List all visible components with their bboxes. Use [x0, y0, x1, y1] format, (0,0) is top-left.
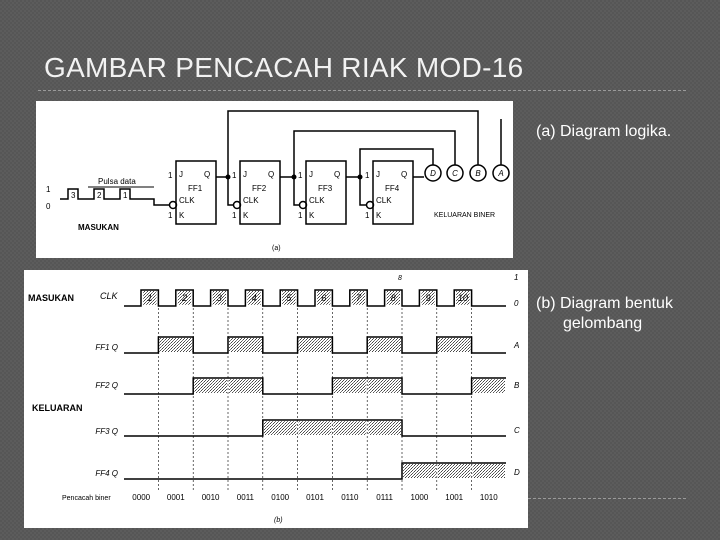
- right-row-b: B: [514, 381, 520, 390]
- ff2-j-tie: 1: [232, 171, 237, 180]
- right-row-a: A: [514, 341, 520, 350]
- count-value: 0100: [271, 493, 290, 502]
- ff3-high-shade: [299, 421, 332, 435]
- ff2-name: FF2: [252, 184, 267, 193]
- caption-b-line2: gelombang: [563, 315, 643, 332]
- ff4-high-shade: [403, 464, 436, 478]
- input-label: MASUKAN: [78, 223, 119, 232]
- clock-number-1: 1: [147, 293, 153, 303]
- ff1-k-tie: 1: [168, 211, 173, 220]
- clock-number-4: 4: [251, 293, 257, 303]
- ff3-k-pin: K: [309, 211, 315, 220]
- ff1-high-shade: [368, 338, 401, 352]
- ff4-k-pin: K: [376, 211, 382, 220]
- caption-b-line1: (b) Diagram bentuk: [536, 295, 673, 312]
- ff3-high-shade: [368, 421, 401, 435]
- waveform-diagram: [24, 270, 528, 528]
- right-row-c: C: [514, 426, 520, 435]
- output-b-label: B: [475, 169, 481, 178]
- counter-label: Pencacah biner: [62, 495, 111, 502]
- top-marker: 8: [398, 275, 402, 282]
- ff1-name: FF1: [188, 184, 203, 193]
- clock-number-5: 5: [286, 293, 292, 303]
- caption-a: (a) Diagram logika.: [536, 123, 672, 140]
- clock-number-2: 2: [181, 293, 188, 303]
- ff4-clk-pin: CLK: [376, 196, 392, 205]
- row-label-ff1: FF1 Q: [95, 343, 118, 352]
- ff1-high-shade: [159, 338, 192, 352]
- figure-a-label: (a): [272, 245, 281, 252]
- ff3-high-shade: [264, 421, 297, 435]
- ff1-j-tie: 1: [168, 171, 173, 180]
- pulse-number-2: 2: [97, 191, 102, 200]
- count-value: 0011: [236, 493, 255, 502]
- ff1-high-shade: [299, 338, 332, 352]
- ff1-high-shade: [438, 338, 471, 352]
- binary-output-label: KELUARAN BINER: [434, 212, 496, 219]
- wave-input-label: MASUKAN: [28, 293, 74, 303]
- ff3-clk-pin: CLK: [309, 196, 325, 205]
- waveform-panel: [24, 270, 528, 528]
- count-value: 0101: [306, 493, 324, 502]
- clock-number-8: 8: [390, 293, 396, 303]
- ff3-high-shade: [333, 421, 366, 435]
- pulse-number-1: 1: [123, 191, 128, 200]
- ff4-high-shade: [438, 464, 471, 478]
- count-value: 0001: [166, 493, 185, 502]
- ff1-clk-pin: CLK: [179, 196, 195, 205]
- ff1-q-pin: Q: [204, 170, 211, 179]
- ff4-high-shade: [473, 464, 505, 478]
- wave-output-label: KELUARAN: [32, 403, 83, 413]
- title-divider: [38, 90, 686, 91]
- right-clk-level: 0: [514, 299, 519, 308]
- pulse-number-3: 3: [71, 191, 76, 200]
- ff3-j-pin: J: [309, 170, 313, 179]
- ff2-wave: [124, 378, 506, 394]
- ff4-j-tie: 1: [365, 171, 370, 180]
- output-d-label: D: [430, 169, 436, 178]
- count-value: 1000: [410, 493, 429, 502]
- clock-number-7: 7: [355, 293, 362, 303]
- count-value: 1010: [479, 493, 498, 502]
- right-top-level: 1: [514, 273, 519, 282]
- ff4-j-pin: J: [376, 170, 380, 179]
- ff4-k-tie: 1: [365, 211, 370, 220]
- ff2-high-shade: [473, 379, 505, 393]
- ff1-k-pin: K: [179, 211, 185, 220]
- ff1-j-pin: J: [179, 170, 183, 179]
- clock-number-3: 3: [216, 293, 222, 303]
- slide-title: GAMBAR PENCACAH RIAK MOD-16: [44, 52, 524, 83]
- bottom-divider: [528, 498, 686, 499]
- ff2-high-shade: [333, 379, 366, 393]
- clock-number-9: 9: [425, 293, 431, 303]
- ff4-q-pin: Q: [401, 170, 408, 179]
- clock-number-6: 6: [321, 293, 327, 303]
- ff3-q-pin: Q: [334, 170, 341, 179]
- right-row-d: D: [514, 468, 520, 477]
- ff2-q-pin: Q: [268, 170, 275, 179]
- ff3-k-tie: 1: [298, 211, 303, 220]
- count-value: 0111: [376, 493, 393, 502]
- figure-b-label: (b): [274, 517, 283, 524]
- output-a-label: A: [498, 169, 504, 178]
- caption-b: [536, 294, 673, 334]
- ff4-name: FF4: [385, 184, 400, 193]
- ff2-k-tie: 1: [232, 211, 237, 220]
- pulse-data-label: Pulsa data: [98, 177, 136, 186]
- output-c-label: C: [452, 169, 458, 178]
- ff2-j-pin: J: [243, 170, 247, 179]
- count-value: 0000: [132, 493, 151, 502]
- row-label-ff3: FF3 Q: [95, 427, 118, 436]
- ff2-k-pin: K: [243, 211, 249, 220]
- ff3-name: FF3: [318, 184, 333, 193]
- row-label-ff4: FF4 Q: [95, 469, 118, 478]
- ff2-high-shade: [229, 379, 262, 393]
- logic-diagram-panel: [36, 101, 513, 258]
- count-value: 0110: [341, 493, 359, 502]
- clk-label: CLK: [100, 291, 118, 301]
- ff2-high-shade: [194, 379, 227, 393]
- count-value: 0010: [201, 493, 220, 502]
- ff2-clk-pin: CLK: [243, 196, 259, 205]
- logic-diagram: [36, 101, 513, 258]
- ff3-j-tie: 1: [298, 171, 303, 180]
- level-high-label: 1: [46, 185, 51, 194]
- row-label-ff2: FF2 Q: [95, 381, 118, 390]
- ff1-high-shade: [229, 338, 262, 352]
- clock-number-10: 10: [457, 293, 468, 303]
- level-low-label: 0: [46, 202, 51, 211]
- ff2-high-shade: [368, 379, 401, 393]
- count-value: 1001: [445, 493, 464, 502]
